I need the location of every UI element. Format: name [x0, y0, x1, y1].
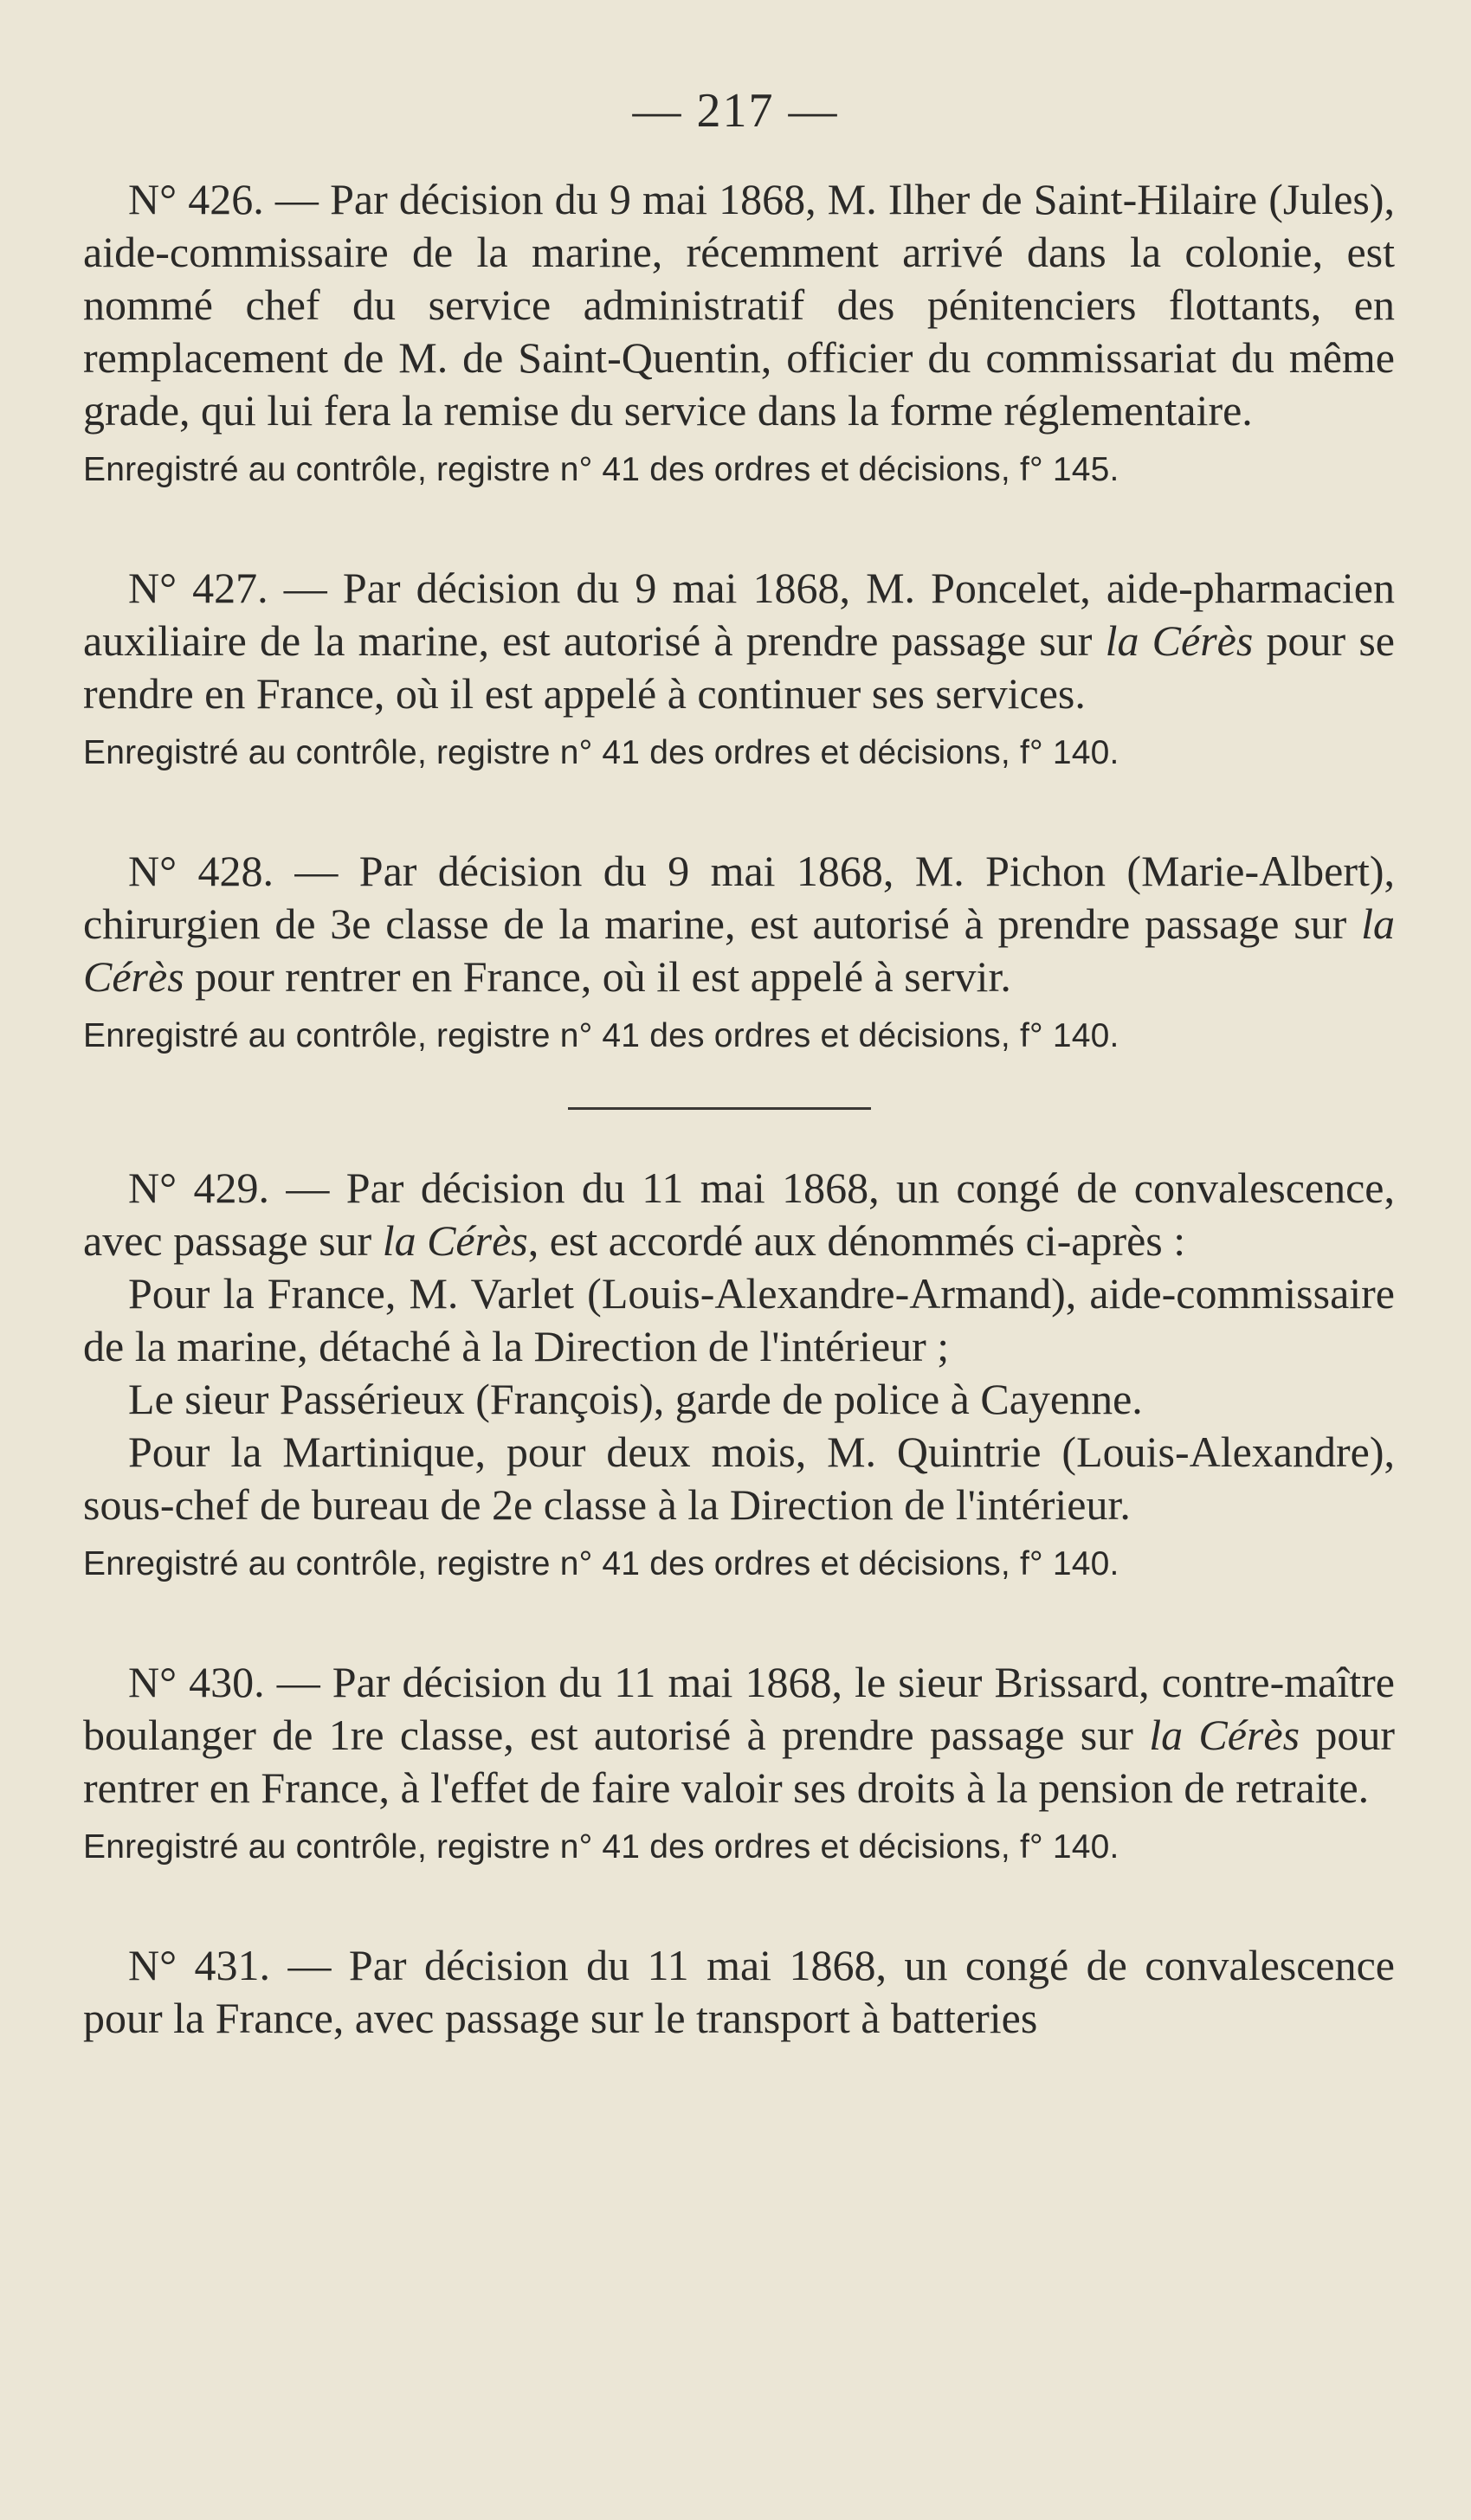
entry-body [83, 845, 1395, 1003]
entry-text: — Par décision du 11 mai 1868, un congé de convalescence pour la France, avec passage sur le transport à batteries [83, 1941, 1396, 2042]
entry-429 [83, 1162, 1395, 1589]
entry-text: — Par décision du 9 mai 1868, M. Poncelet, aide-pharmacien auxiliaire de la marine, est autorisé à prendre passage sur [83, 564, 1395, 665]
entry-text: , est accordé aux dénommés ci-après : [527, 1216, 1186, 1265]
entry-sub-paragraph: Pour la Martinique, pour deux mois, M. Quintrie (Louis-Alexandre), sous-chef de bureau de 2e classe à la Direction de l'intérieur. [83, 1428, 1395, 1529]
registration-note: Enregistré au contrôle, registre n° 41 des ordres et décisions, f° 145. [83, 451, 1119, 488]
registration-note: Enregistré au contrôle, registre n° 41 des ordres et décisions, f° 140. [83, 734, 1119, 771]
entry-number: N° 429. [128, 1163, 269, 1212]
entry-number: N° 426. [128, 175, 264, 223]
entry-430 [83, 1656, 1395, 1872]
ship-name: la Cérès [83, 899, 1395, 1001]
entry-428 [83, 845, 1395, 1060]
entry-body [83, 562, 1395, 720]
entry-body [83, 1162, 1395, 1267]
entry-number: N° 427. [128, 564, 268, 612]
entry-body [83, 173, 1395, 437]
ship-name: la Cérès [1105, 616, 1254, 665]
page-content [83, 173, 1395, 2045]
entry-431 [83, 1939, 1395, 2045]
entry-text: — Par décision du 11 mai 1868, un congé de convalescence, avec passage sur [83, 1163, 1395, 1265]
entry-number: N° 428. [128, 847, 274, 895]
entry-text: pour se rendre en France, où il est appelé à continuer ses services. [83, 616, 1395, 718]
entry-body [83, 1939, 1395, 2045]
registration-note: Enregistré au contrôle, registre n° 41 des ordres et décisions, f° 140. [83, 1017, 1119, 1054]
entry-426 [83, 173, 1395, 494]
entry-number: N° 431. [128, 1941, 271, 1989]
entry-text: — Par décision du 9 mai 1868, M. Pichon (Marie-Albert), chirurgien de 3e classe de la marine, est autorisé à prendre passage sur [83, 847, 1396, 948]
entry-427 [83, 562, 1395, 777]
entry-text: — Par décision du 11 mai 1868, le sieur Brissard, contre-maître boulanger de 1re classe, est autorisé à prendre passage sur [83, 1658, 1395, 1759]
entry-text: — Par décision du 9 mai 1868, M. Ilher de Saint-Hilaire (Jules), aide-commissaire de la marine, récemment arrivé dans la colonie, est nommé chef du service administratif des pénitenciers flottants, en remplacement de M. de Saint-Quentin, officier du commissariat du même grade, qui lui fera la remise du service dans la forme réglementaire. [83, 175, 1395, 435]
ship-name: la Cérès [1149, 1711, 1300, 1759]
entry-body [83, 1656, 1395, 1814]
entry-text: pour rentrer en France, à l'effet de faire valoir ses droits à la pension de retraite. [83, 1711, 1396, 1812]
ship-name: la Cérès [382, 1216, 528, 1265]
entry-text: pour rentrer en France, où il est appelé à servir. [184, 952, 1011, 1001]
registration-note: Enregistré au contrôle, registre n° 41 des ordres et décisions, f° 140. [83, 1545, 1119, 1582]
entry-number: N° 430. [128, 1658, 265, 1706]
page-number: — 217 — [632, 84, 839, 138]
section-divider [568, 1107, 871, 1110]
entry-sub-paragraph: Le sieur Passérieux (François), garde de police à Cayenne. [128, 1375, 1143, 1423]
registration-note: Enregistré au contrôle, registre n° 41 des ordres et décisions, f° 140. [83, 1828, 1119, 1866]
entry-sub-paragraph: Pour la France, M. Varlet (Louis-Alexandre-Armand), aide-commissaire de la marine, détaché à la Direction de l'intérieur ; [83, 1269, 1395, 1370]
